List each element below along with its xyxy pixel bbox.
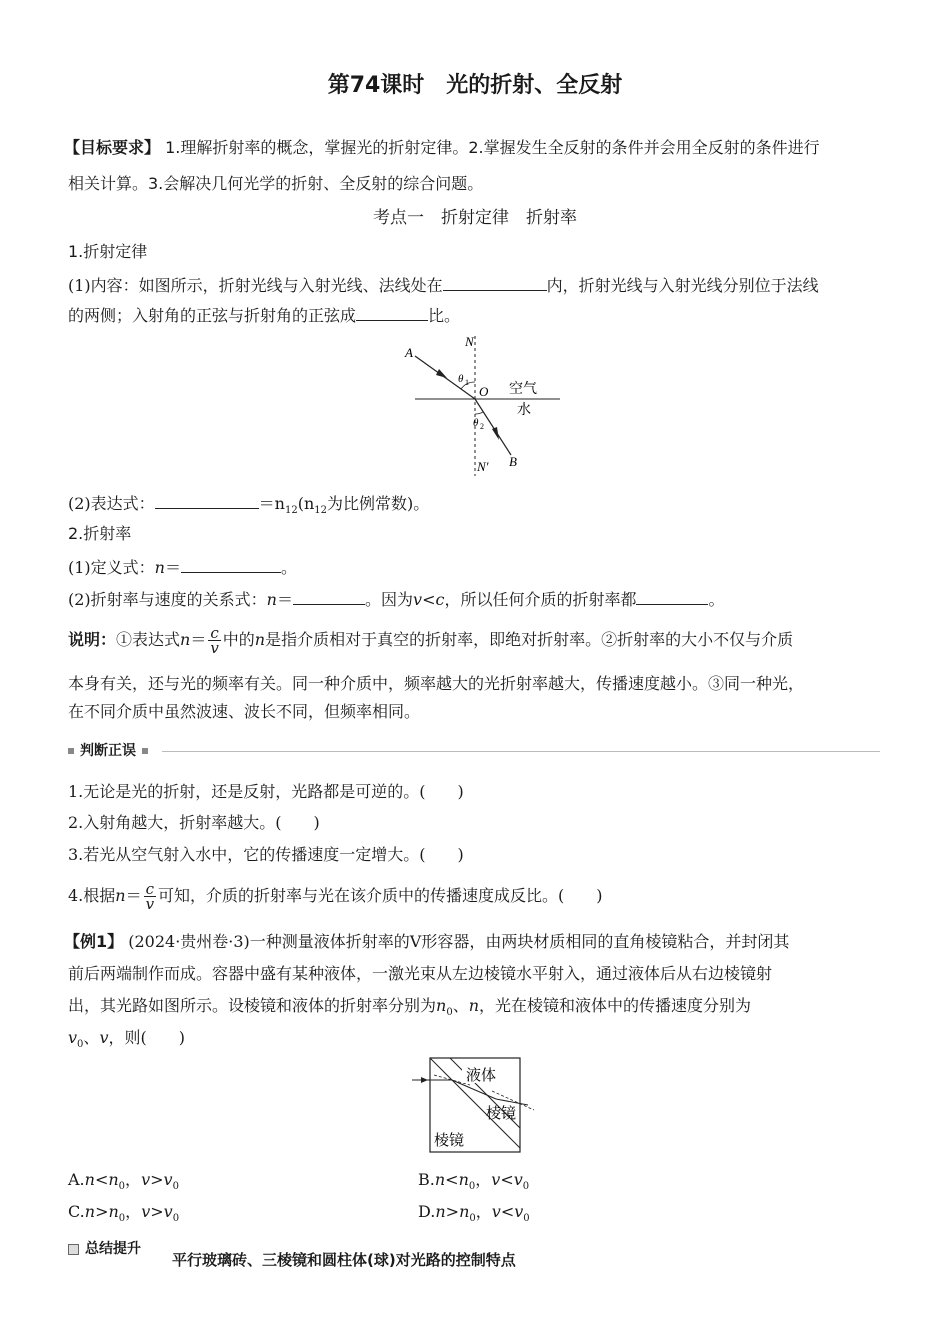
q4-a: 4.根据 (68, 886, 116, 905)
summary-title: 平行玻璃砖、三棱镜和圆柱体(球)对光路的控制特点 (172, 1251, 516, 1269)
ex4-v: v (99, 1028, 109, 1047)
opt-C-v0: v (163, 1202, 173, 1221)
opt-D-sep: ， (475, 1202, 492, 1221)
judge-heading (68, 742, 154, 760)
note-a: ①表达式 (116, 630, 181, 649)
opt-B-v0-sub: 0 (522, 1181, 530, 1193)
label-prism-left: 棱镜 (434, 1131, 465, 1149)
opt-C-rel2: > (150, 1202, 164, 1221)
label-water: 水 (517, 402, 531, 418)
opt-B-label: B. (418, 1170, 435, 1189)
def-n: n (154, 558, 165, 577)
section-heading: 考点一 折射定律 折射率 (373, 208, 577, 228)
example-line-3 (68, 996, 751, 1023)
opt-A-rel1: < (94, 1170, 109, 1189)
law-content-c: 的两侧；入射角的正弦与折射角的正弦成 (68, 306, 357, 325)
summary-heading-text: 总结提升 (85, 1241, 141, 1257)
rel-d: ，所以任何介质的折射率都 (444, 590, 637, 609)
option-C[interactable] (68, 1202, 179, 1229)
blank-definition[interactable] (181, 556, 281, 573)
rel-label: (2)折射率与速度的关系式： (68, 590, 267, 609)
def-eq: ＝ (164, 558, 181, 577)
def-label: (1)定义式： (68, 558, 155, 577)
objective-label: 【目标要求】 (64, 138, 161, 157)
opt-D-rel1: > (445, 1202, 460, 1221)
q4-num: c (145, 880, 155, 898)
label-air: 空气 (509, 381, 537, 397)
opt-D-n: n (435, 1202, 446, 1221)
judge-heading-text: 判断正误 (80, 743, 136, 759)
judge-q3: 3.若光从空气射入水中，它的传播速度一定增大。( ) (68, 845, 464, 864)
label-A: A (405, 345, 413, 360)
ex3-n0-sub: 0 (446, 1007, 453, 1019)
objective-line-1 (64, 138, 820, 158)
label-theta2: θ (473, 417, 479, 429)
opt-A-v0-sub: 0 (172, 1181, 179, 1193)
opt-D-n0-sub: 0 (469, 1213, 476, 1225)
note-line-3: 在不同介质中虽然波速、波长不同，但频率相同。 (68, 702, 421, 721)
law-content-2 (68, 304, 460, 326)
q4-den: v (145, 895, 155, 913)
law-expression (68, 492, 429, 521)
index-heading: 2.折射率 (68, 524, 132, 543)
opt-D-v0: v (514, 1202, 524, 1221)
blank-greater[interactable] (636, 588, 708, 605)
example-line-2: 前后两端制作而成。容器中盛有某种液体，一激光束从左边棱镜水平射入，通过液体后从右边棱镜射 (68, 964, 773, 983)
ex4-v0: v (68, 1028, 78, 1047)
option-D[interactable] (418, 1202, 530, 1229)
blank-plane[interactable] (443, 274, 547, 291)
rel-end: 。 (708, 590, 725, 609)
index-definition (68, 556, 297, 578)
objective-line-2: 相关计算。3.会解决几何光学的折射、全反射的综合问题。 (68, 174, 484, 193)
ex3-b: 、 (452, 996, 469, 1015)
q4-eq: ＝ (125, 886, 142, 905)
laser-arrow (421, 1077, 428, 1083)
law-content-b: 内，折射光线与入射光线分别位于法线 (546, 276, 819, 295)
judge-square-icon-2 (142, 748, 148, 754)
opt-A-n: n (84, 1170, 95, 1189)
opt-C-n0-sub: 0 (118, 1213, 126, 1225)
opt-D-label: D. (418, 1202, 436, 1221)
opt-D-rel2: < (500, 1202, 515, 1221)
label-prism-right: 棱镜 (486, 1104, 517, 1122)
example-text-1: (2024·贵州卷·3)一种测量液体折射率的V形容器，由两块材质相同的直角棱镜粘合，并封闭其 (128, 932, 790, 951)
opt-A-n0-sub: 0 (118, 1181, 126, 1193)
opt-B-rel2: < (500, 1170, 514, 1189)
opt-C-sep: ， (125, 1202, 142, 1221)
label-theta1: θ (458, 373, 464, 385)
opt-B-sep: ， (475, 1170, 492, 1189)
rel-n: n (266, 590, 277, 609)
rel-eq: ＝ (276, 590, 293, 609)
opt-A-v: v (141, 1170, 151, 1189)
opt-D-v0-sub: 0 (523, 1213, 530, 1225)
objective-text-1: 1.理解折射率的概念，掌握光的折射定律。2.掌握发生全反射的条件并会用全反射的条件进行 (165, 138, 820, 157)
expr-sub-2: 12 (314, 505, 327, 517)
blank-relation[interactable] (293, 588, 365, 605)
example-label: 【例1】 (64, 932, 124, 951)
note-line-2: 本身有关，还与光的频率有关。同一种介质中，频率越大的光折射率越大，传播速度越小。③同一种光， (68, 674, 805, 693)
ex3-c: ，光在棱镜和液体中的传播速度分别为 (479, 996, 752, 1015)
note-fraction (208, 626, 220, 655)
page-title: 第74课时 光的折射、全反射 (327, 73, 623, 98)
rel-c: c (435, 590, 445, 609)
label-N-prime: N′ (477, 459, 489, 474)
opt-B-n0-sub: 0 (468, 1181, 476, 1193)
opt-B-n: n (434, 1170, 446, 1189)
judge-square-icon (68, 748, 74, 754)
example-line-1 (64, 932, 789, 952)
judge-rule (162, 751, 880, 752)
ex3-a: 出，其光路如图所示。设棱镜和液体的折射率分别为 (68, 996, 437, 1015)
judge-q1: 1.无论是光的折射，还是反射，光路都是可逆的。( ) (68, 782, 464, 801)
rel-lt: < (422, 590, 436, 609)
opt-A-rel2: > (150, 1170, 164, 1189)
judge-q2: 2.入射角越大，折射率越大。( ) (68, 813, 320, 832)
example-line-4 (68, 1028, 185, 1055)
note-line-1 (68, 622, 793, 658)
blank-ratio[interactable] (356, 304, 428, 321)
option-A[interactable] (68, 1170, 179, 1197)
note-label: 说明： (68, 630, 117, 649)
opt-B-rel1: < (445, 1170, 459, 1189)
label-theta1-sub: 1 (465, 378, 469, 387)
label-theta2-sub: 2 (480, 422, 484, 431)
opt-D-v: v (491, 1202, 501, 1221)
note-eq: ＝ (190, 630, 207, 649)
expr-note: 为比例常数)。 (327, 494, 430, 513)
opt-C-label: C. (68, 1202, 85, 1221)
label-N: N (465, 334, 474, 349)
opt-B-v: v (491, 1170, 501, 1189)
summary-box-icon (68, 1244, 79, 1255)
summary-heading (68, 1240, 141, 1258)
v-container-figure (410, 1055, 540, 1155)
note-n2: n (254, 630, 266, 649)
law-heading: 1.折射定律 (68, 242, 148, 261)
law-content-1 (68, 274, 819, 296)
opt-B-n0: n (458, 1170, 469, 1189)
q4-b: 可知，介质的折射率与光在该介质中的传播速度成反比。( ) (158, 886, 603, 905)
ex3-n: n (468, 996, 480, 1015)
expr-sub-1: 12 (284, 505, 298, 517)
refracted-arrow (492, 427, 499, 440)
label-B: B (509, 454, 517, 469)
rel-b: 。因为 (365, 590, 414, 609)
expr-label: (2)表达式： (68, 494, 155, 513)
ex4-b: ，则( ) (108, 1028, 185, 1047)
ex3-n0: n (436, 996, 447, 1015)
opt-C-v: v (141, 1202, 151, 1221)
opt-A-v0: v (163, 1170, 173, 1189)
opt-C-n0: n (108, 1202, 119, 1221)
judge-q4 (68, 877, 603, 915)
def-end: 。 (281, 558, 298, 577)
rel-v: v (413, 590, 423, 609)
note-n: n (180, 630, 191, 649)
note-b: 中的 (222, 630, 255, 649)
opt-A-n0: n (108, 1170, 119, 1189)
note-num: c (210, 624, 219, 642)
index-relation (68, 588, 724, 610)
option-B[interactable] (418, 1170, 529, 1197)
opt-B-v0: v (513, 1170, 523, 1189)
note-den: v (210, 639, 219, 657)
incident-arrow (436, 369, 447, 378)
expr-paren: (n (297, 494, 315, 513)
opt-C-n: n (84, 1202, 96, 1221)
law-content-d: 比。 (428, 306, 461, 325)
blank-expression[interactable] (155, 492, 259, 509)
q4-fraction (144, 882, 156, 911)
opt-A-sep: ， (125, 1170, 142, 1189)
law-content-a: (1)内容：如图所示，折射光线与入射光线、法线处在 (68, 276, 443, 295)
label-O: O (479, 384, 489, 399)
opt-D-n0: n (459, 1202, 470, 1221)
opt-A-label: A. (68, 1170, 85, 1189)
label-liquid: 液体 (466, 1066, 497, 1084)
q4-n: n (115, 886, 126, 905)
ex4-a: 、 (83, 1028, 100, 1047)
theta2-arc (475, 412, 483, 414)
ex4-v0-sub: 0 (77, 1039, 84, 1051)
opt-C-v0-sub: 0 (172, 1213, 180, 1225)
expr-n12: ＝n (258, 494, 285, 513)
note-c: 是指介质相对于真空的折射率，即绝对折射率。②折射率的大小不仅与介质 (265, 630, 794, 649)
opt-C-rel1: > (95, 1202, 109, 1221)
refraction-figure (395, 330, 565, 480)
